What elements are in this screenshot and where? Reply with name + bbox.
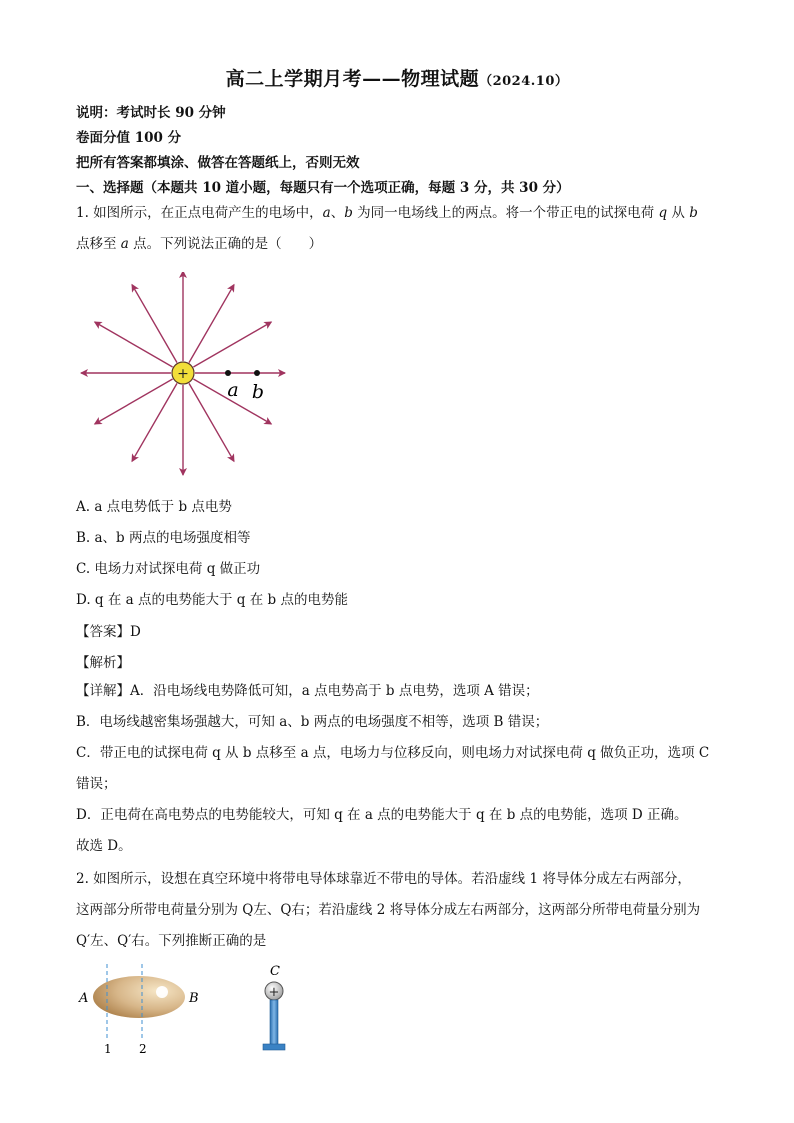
option-d: D. q 在 a 点的电势能大于 q 在 b 点的电势能 <box>76 592 348 608</box>
field-line-arrow <box>95 322 173 367</box>
analysis-tag: 【解析】 <box>76 655 130 671</box>
label-c: C <box>270 964 280 979</box>
conductor-highlight <box>156 986 168 998</box>
answer-tag: 【答案】D <box>76 624 141 640</box>
point-b-label: b <box>251 381 265 403</box>
q1-var-b: b <box>344 205 353 221</box>
section-heading: 一、选择题（本题共 10 道小题，每题只有一个选项正确，每题 3 分，共 30 分） <box>76 180 570 196</box>
option-c: C. 电场力对试探电荷 q 做正功 <box>76 561 261 577</box>
stand-pole <box>270 1000 278 1045</box>
label-2: 2 <box>139 1042 147 1056</box>
point-a-label: a <box>227 379 239 401</box>
analysis-line: 错误； <box>76 776 117 792</box>
analysis-line: 故选 D。 <box>76 838 132 854</box>
analysis-block <box>76 676 716 862</box>
field-line-arrow <box>132 285 177 363</box>
note-instruction: 把所有答案都填涂、做答在答题纸上，否则无效 <box>76 155 360 171</box>
point-b-dot <box>254 370 260 376</box>
q1-var-a: a <box>120 236 129 252</box>
analysis-line: C．带正电的试探电荷 q 从 b 点移至 a 点，电场力与位移反向，则电场力对试探电荷 q 做负正功，选项 C <box>76 745 710 761</box>
note-duration: 说明：考试时长 90 分钟 <box>76 105 226 121</box>
page-title <box>0 64 794 91</box>
field-line-arrow <box>95 379 173 424</box>
note-score: 卷面分值 100 分 <box>76 130 182 146</box>
q1-text: 1. 如图所示，在正点电荷产生的电场中， <box>76 205 323 221</box>
q1-text: 为同一电场线上的两点。将一个带正电的试探电荷 <box>352 205 659 221</box>
field-line-figure <box>70 272 300 482</box>
option-a: A. a 点电势低于 b 点电势 <box>76 499 232 515</box>
q1-var-q: q <box>658 205 668 221</box>
conductor-figure <box>70 958 330 1063</box>
analysis-line: D．正电荷在高电势点的电势能较大，可知 q 在 a 点的电势能大于 q 在 b 点的电势能，选项 D 正确。 <box>76 807 688 823</box>
title-main: 高二上学期月考——物理试题 <box>225 68 480 90</box>
q2-line: Q′左、Q′右。下列推断正确的是 <box>76 933 267 949</box>
analysis-line: B．电场线越密集场强越大，可知 a、b 两点的电场强度不相等，选项 B 错误； <box>76 714 549 730</box>
label-1: 1 <box>104 1042 112 1056</box>
uncharged-conductor <box>93 976 185 1018</box>
q1-text: 点移至 <box>76 236 121 252</box>
stand-base <box>263 1044 285 1050</box>
option-b: B. a、b 两点的电场强度相等 <box>76 530 251 546</box>
point-a-dot <box>225 370 231 376</box>
label-b: B <box>189 991 199 1006</box>
charge-sign: + <box>177 366 189 382</box>
label-a: A <box>79 991 89 1006</box>
q1-var-a: a <box>322 205 331 221</box>
field-line-arrow <box>132 383 177 461</box>
title-date: （2024.10） <box>479 74 569 89</box>
field-line-arrow <box>193 322 271 367</box>
field-line-arrow <box>189 285 234 363</box>
analysis-line: 【详解】A．沿电场线电势降低可知，a 点电势高于 b 点电势，选项 A 错误； <box>76 683 539 699</box>
q1-text: 点。下列说法正确的是（ ） <box>128 236 323 252</box>
q1-var-b: b <box>689 205 698 221</box>
ball-charge-sign: + <box>268 985 280 1000</box>
question-1-stem <box>76 198 716 260</box>
q2-line: 2. 如图所示，设想在真空环境中将带电导体球靠近不带电的导体。若沿虚线 1 将导体分成左右两部分， <box>76 871 691 887</box>
question-2-stem <box>76 864 716 957</box>
q1-text: 从 <box>667 205 690 221</box>
q2-line: 这两部分所带电荷量分别为 Q左、Q右；若沿虚线 2 将导体分成左右两部分，这两部分所带电荷量分别为 <box>76 902 701 918</box>
q1-text: 、 <box>330 205 345 221</box>
